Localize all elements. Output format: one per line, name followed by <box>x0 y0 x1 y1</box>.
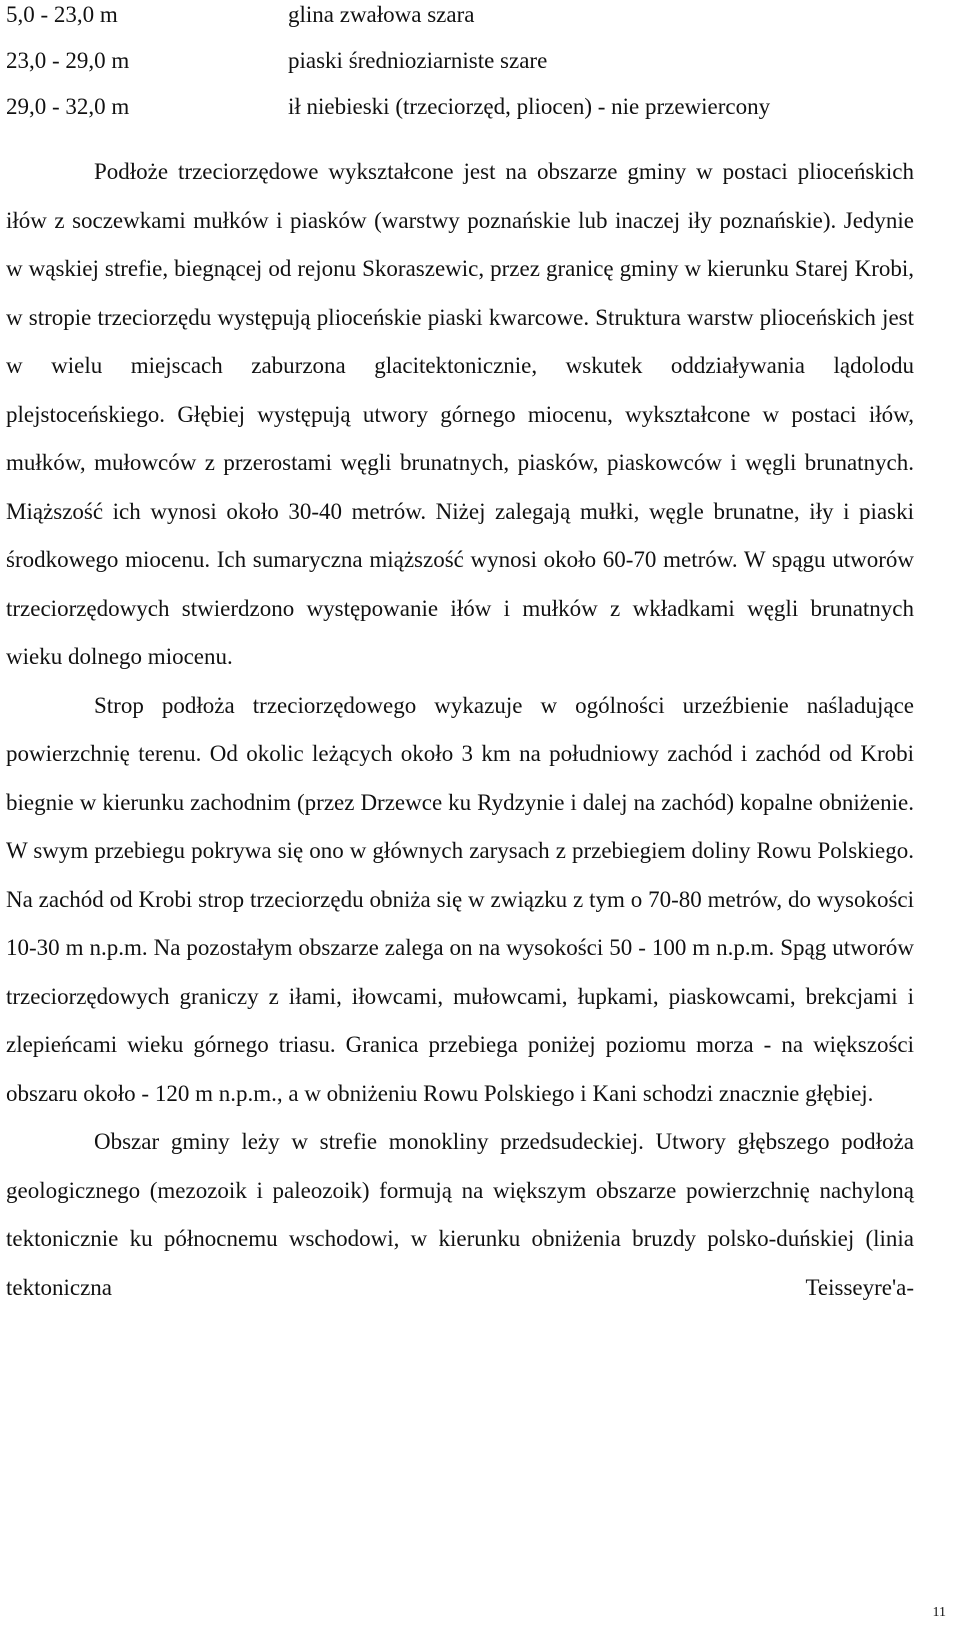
layer-row <box>6 46 914 92</box>
document-page <box>6 0 914 1312</box>
layer-table <box>6 0 914 138</box>
layer-depth: 23,0 - 29,0 m <box>6 48 130 73</box>
layer-description: glina zwałowa szara <box>288 2 475 27</box>
paragraph-tertiary-bedrock: Podłoże trzeciorzędowe wykształcone jest na obszarze gminy w postaci plioceńskich iłów z soczewkami mułków i piasków (warstwy poznańskie lub inaczej iły poznańskie). Jedynie w wąskiej strefie, biegnącej od rejonu Skoraszewic, przez granicę gminy w kierunku Starej Krobi, w stropie trzeciorzędu występują plioceńskie piaski kwarcowe. Struktura warstw plioceńskich jest w wielu miejscach zaburzona glacitektonicznie, wskutek oddziaływania lądolodu plejstoceńskiego. Głębiej występują utwory górnego miocenu, wykształcone w postaci iłów, mułków, mułowców z przerostami węgli brunatnych, piasków, piaskowców i węgli brunatnych. Miąższość ich wynosi około 30-40 metrów. Niżej zalegają mułki, węgle brunatne, iły i piaski środkowego miocenu. Ich sumaryczna miąższość wynosi około 60-70 metrów. W spągu utworów trzeciorzędowych stwierdzono występowanie iłów i mułków z wkładkami węgli brunatnych wieku dolnego miocenu. <box>6 159 914 669</box>
layer-row <box>6 92 914 138</box>
layer-row <box>6 0 914 46</box>
paragraph-tertiary-roof: Strop podłoża trzeciorzędowego wykazuje w ogólności urzeźbienie naśladujące powierzchnię terenu. Od okolic leżących około 3 km na południowy zachód i zachód od Krobi biegnie w kierunku zachodnim (przez Drzewce ku Rydzynie i dalej na zachód) kopalne obniżenie. W swym przebiegu pokrywa się ono w głównych zarysach z przebiegiem doliny Rowu Polskiego. Na zachód od Krobi strop trzeciorzędu obniża się w związku z tym o 70-80 metrów, do wysokości 10-30 m n.p.m. Na pozostałym obszarze zalega on na wysokości 50 - 100 m n.p.m. Spąg utworów trzeciorzędowych graniczy z iłami, iłowcami, mułowcami, łupkami, piaskowcami, brekcjami i zlepieńcami wieku górnego triasu. Granica przebiega poniżej poziomu morza - na większości obszaru około - 120 m n.p.m., a w obniżeniu Rowu Polskiego i Kani schodzi znacznie głębiej. <box>6 692 914 1106</box>
layer-description: piaski średnioziarniste szare <box>288 48 548 73</box>
page-number: 11 <box>932 1605 946 1620</box>
paragraph-monocline: Obszar gminy leży w strefie monokliny przedsudeckiej. Utwory głębszego podłoża geologicznego (mezozoik i paleozoik) formują na większym obszarze powierzchnię nachyloną tektonicznie ku północnemu wschodowi, w kierunku obniżenia bruzdy polsko-duńskiej (linia tektoniczna Teisseyre'a- <box>6 1129 914 1300</box>
layer-description: ił niebieski (trzeciorzęd, pliocen) - nie przewiercony <box>288 94 771 119</box>
layer-depth: 5,0 - 23,0 m <box>6 2 118 27</box>
layer-depth: 29,0 - 32,0 m <box>6 94 130 119</box>
